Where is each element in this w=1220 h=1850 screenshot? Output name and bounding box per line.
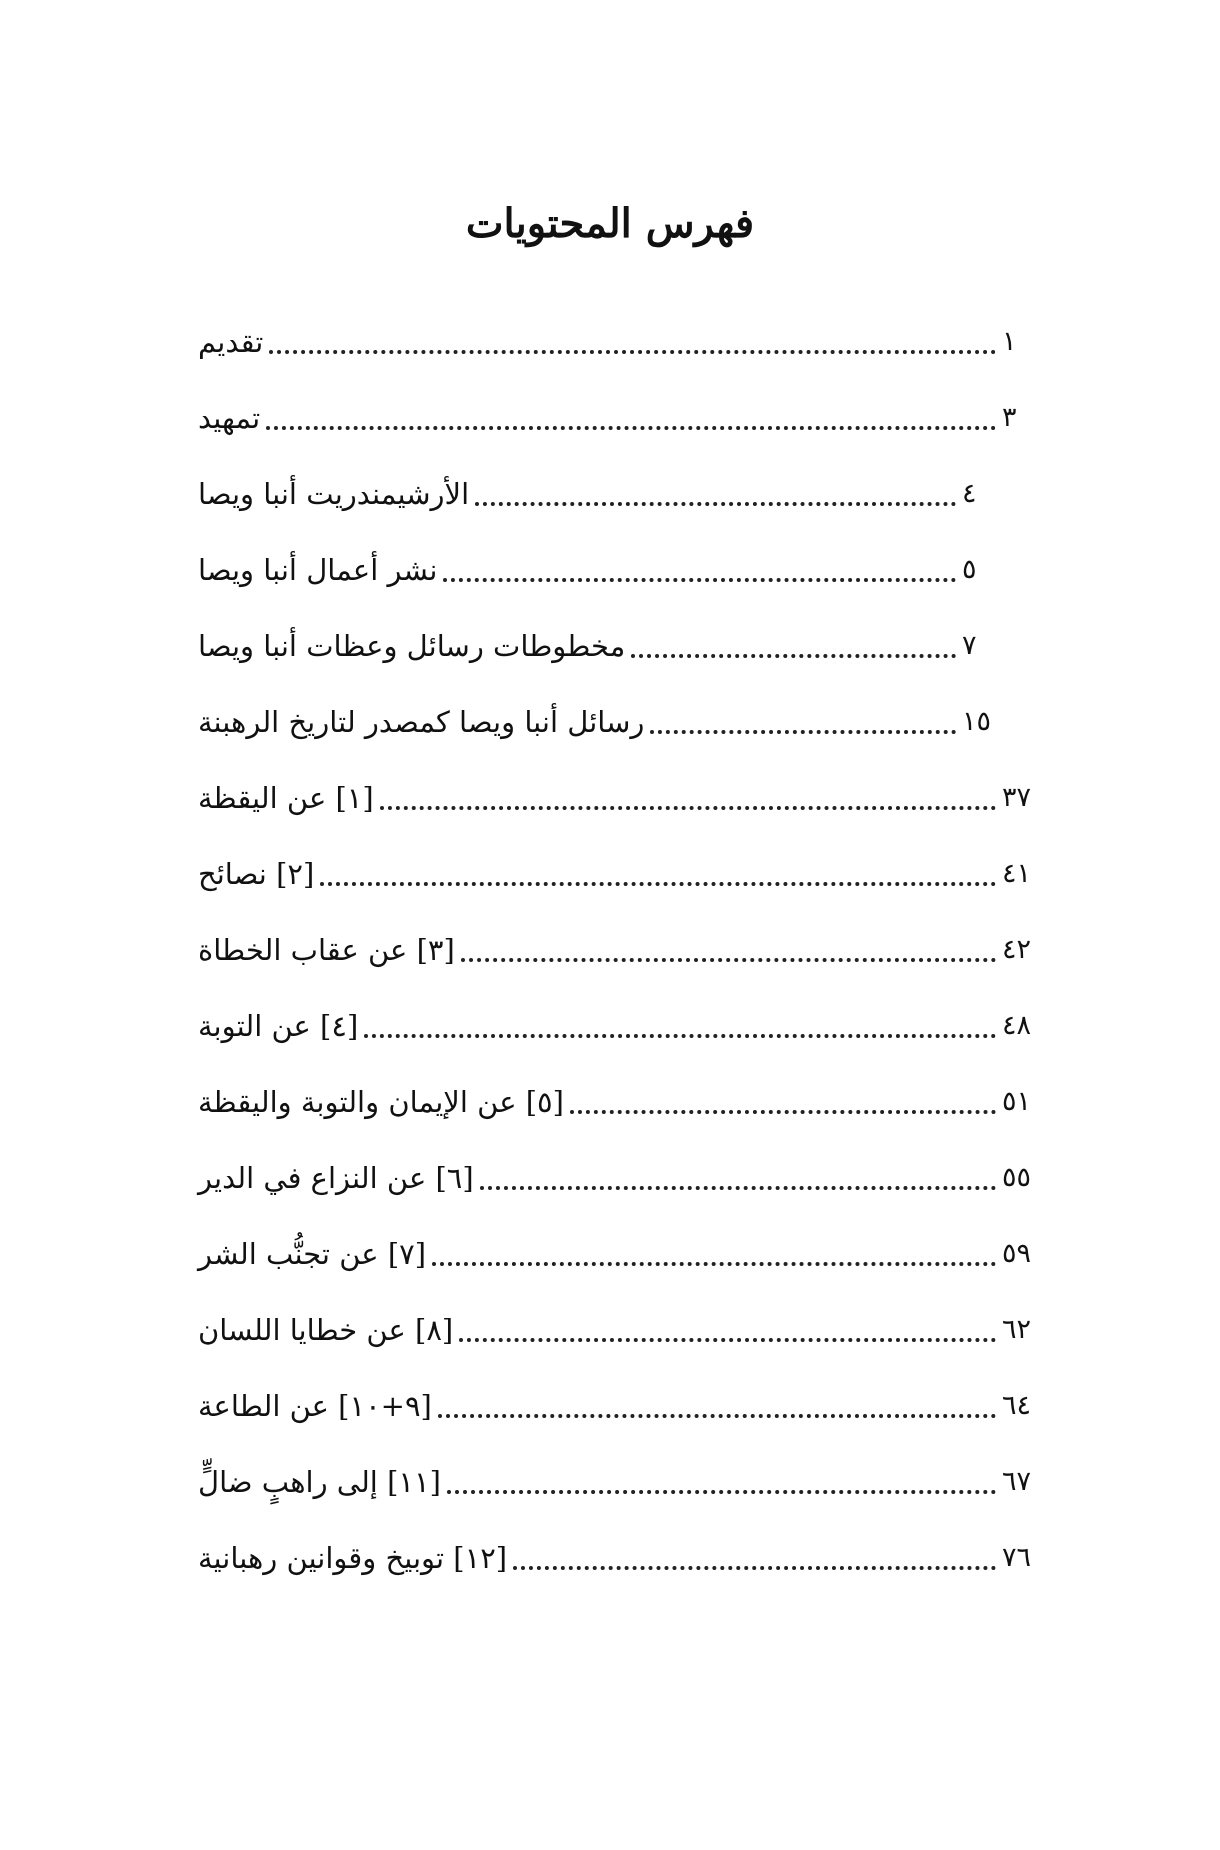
toc-leader-dots [570, 1082, 996, 1114]
toc-entry-page: ٦٧ [1002, 1466, 1032, 1497]
toc-entry-page: ٣ [1002, 402, 1017, 433]
toc-subentry [198, 474, 1036, 550]
toc-entry [198, 930, 1036, 1006]
toc-entry-page: ٥٩ [1002, 1238, 1032, 1269]
toc-entry-label: [١] عن اليقظة [198, 781, 374, 815]
toc-leader-dots [650, 702, 956, 734]
toc-entry [198, 1538, 1036, 1614]
toc-entry [198, 1310, 1036, 1386]
toc-leader-dots [380, 778, 996, 810]
toc-leader-dots [364, 1006, 996, 1038]
toc-entry-label: مخطوطات رسائل وعظات أنبا ويصا [198, 629, 626, 663]
toc-entry-label: [٣] عن عقاب الخطاة [198, 933, 455, 967]
toc-entry [198, 854, 1036, 930]
toc-list [198, 322, 1036, 1614]
toc-leader-dots [461, 930, 996, 962]
toc-entry-label: [٦] عن النزاع في الدير [198, 1161, 474, 1195]
toc-leader-dots [269, 322, 996, 354]
toc-entry-page: ٤٨ [1002, 1010, 1032, 1041]
toc-entry-page: ١ [1002, 326, 1017, 357]
toc-entry [198, 1234, 1036, 1310]
toc-entry [198, 398, 1036, 474]
toc-subentry [198, 702, 1036, 778]
toc-entry [198, 1462, 1036, 1538]
toc-entry-label: [٥] عن الإيمان والتوبة واليقظة [198, 1085, 564, 1119]
toc-entry [198, 778, 1036, 854]
toc-subentry [198, 626, 1036, 702]
toc-entry-page: ٥١ [1002, 1086, 1032, 1117]
toc-entry [198, 322, 1036, 398]
toc-entry-label: الأرشيمندريت أنبا ويصا [198, 477, 470, 511]
toc-entry-page: ٧ [962, 630, 977, 661]
toc-entry-label: [٨] عن خطايا اللسان [198, 1313, 454, 1347]
toc-entry-page: ١٥ [962, 706, 992, 737]
toc-entry-label: [١١] إلى راهبٍ ضالٍّ [198, 1465, 441, 1499]
page-title: فهرس المحتويات [465, 200, 755, 247]
toc-entry-page: ٧٦ [1002, 1542, 1032, 1573]
toc-entry-page: ٦٤ [1002, 1390, 1032, 1421]
toc-leader-dots [475, 474, 956, 506]
toc-leader-dots [266, 398, 996, 430]
toc-leader-dots [432, 1234, 996, 1266]
toc-entry-label: [٤] عن التوبة [198, 1009, 359, 1043]
toc-entry [198, 1386, 1036, 1462]
toc-entry-page: ٥ [962, 554, 977, 585]
toc-entry-label: نشر أعمال أنبا ويصا [198, 553, 438, 587]
toc-entry-page: ٦٢ [1002, 1314, 1032, 1345]
toc-leader-dots [320, 854, 996, 886]
toc-entry-page: ٤ [962, 478, 977, 509]
toc-leader-dots [631, 626, 956, 658]
toc-entry-page: ٥٥ [1002, 1162, 1032, 1193]
toc-entry [198, 1082, 1036, 1158]
toc-entry-page: ٤٢ [1002, 934, 1032, 965]
toc-entry-label: [٩+١٠] عن الطاعة [198, 1389, 432, 1423]
toc-entry-page: ٤١ [1002, 858, 1032, 889]
toc-entry-label: تمهيد [198, 401, 261, 435]
toc-entry-label: تقديم [198, 325, 264, 359]
toc-entry-page: ٣٧ [1002, 782, 1032, 813]
toc-entry-label: رسائل أنبا ويصا كمصدر لتاريخ الرهبنة [198, 705, 645, 739]
toc-leader-dots [480, 1158, 996, 1190]
toc-entry [198, 1158, 1036, 1234]
toc-subentry [198, 550, 1036, 626]
toc-entry [198, 1006, 1036, 1082]
toc-leader-dots [513, 1538, 996, 1570]
toc-leader-dots [443, 550, 956, 582]
toc-leader-dots [447, 1462, 996, 1494]
toc-leader-dots [459, 1310, 996, 1342]
toc-entry-label: [٢] نصائح [198, 857, 315, 891]
toc-leader-dots [438, 1386, 996, 1418]
toc-entry-label: [٧] عن تجنُّب الشر [198, 1237, 427, 1271]
toc-entry-label: [١٢] توبيخ وقوانين رهبانية [198, 1541, 508, 1575]
